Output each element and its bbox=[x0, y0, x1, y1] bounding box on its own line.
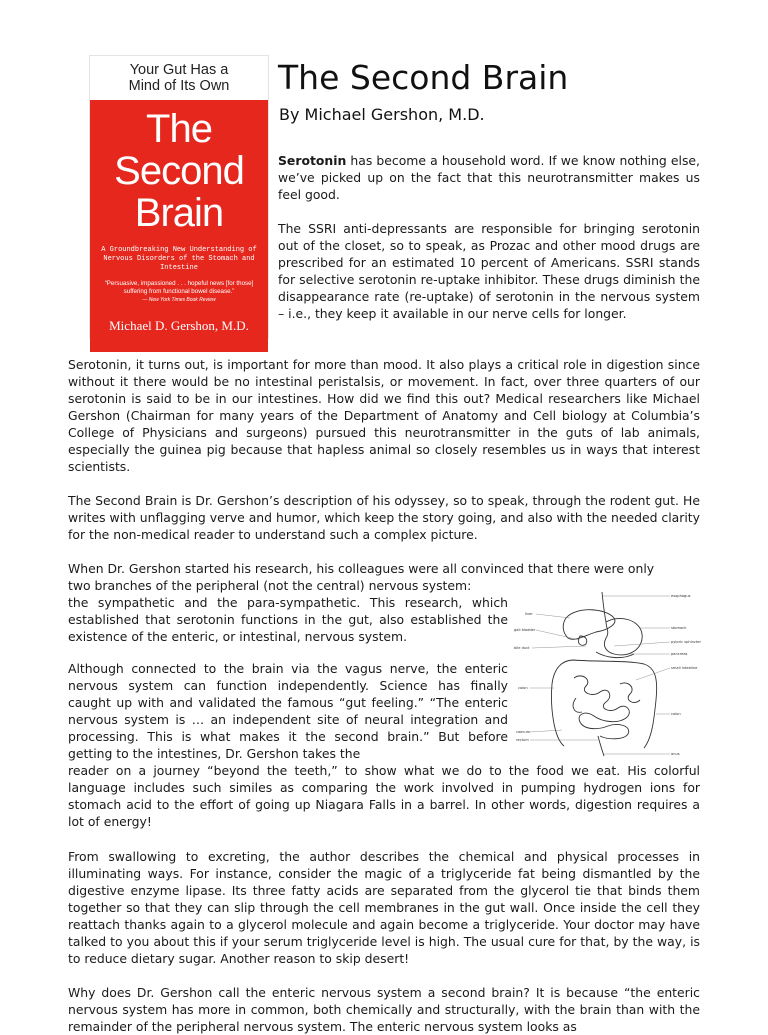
serotonin-lead-word: Serotonin bbox=[278, 153, 347, 168]
paragraph-serotonin-digestion: Serotonin, it turns out, is important for more than mood. It also plays a critical role in digestion since without it there would be no intestinal peristalsis, or movement. In fact, over three quarters of our serotonin is said to be in our intestines. How did we find this out? Medical researchers like Michael Gershon (Chairman for many years of the Department of Anatomy and Cell biology at Columbia’s College of Physicians and surgeons) pursued this neurotransmitter in the guts of lab animals, especially the guinea pig because that hapless animal so closely resembles us in ways that interest scientists. bbox=[68, 357, 700, 474]
leader-gall-bladder bbox=[536, 630, 580, 640]
label-small-intestine: small intestine bbox=[671, 666, 698, 670]
paragraph-enteric-wrapped: Although connected to the brain via the vagus nerve, the enteric nervous system can function independently. Science has finally caught up with and validated the famous “gut feeling.” “The enteric nervous system is … an independent site of neural integration and processing. This is what makes it the second brain.” But before getting to the intestines, Dr. Gershon takes the bbox=[68, 661, 508, 761]
leader-liver bbox=[536, 614, 570, 618]
label-pyloric-sphincter: pyloric sphincter bbox=[671, 640, 701, 644]
paragraph-enteric-full: reader on a journey “beyond the teeth,” to show what we do to the food we eat. His colorful language includes such similes as comparing the work involved in pumping hydrogen ions for stomach acid to the effort of going up Niagara Falls in a barrel. In other words, digestion requires a lot of energy! bbox=[68, 763, 700, 829]
cover-title-line-2: Second bbox=[114, 149, 244, 193]
label-liver: liver bbox=[525, 612, 533, 616]
label-stomach: stomach bbox=[671, 626, 687, 630]
cover-tagline-line-1: Your Gut Has a bbox=[129, 62, 229, 78]
cover-red-panel bbox=[90, 100, 268, 352]
cover-quote-source: — New York Times Book Review bbox=[142, 297, 216, 303]
cover-subtitle: A Groundbreaking New Understanding of Nervous Disorders of the Stomach and Intestine bbox=[101, 246, 257, 272]
label-colon-right: colon bbox=[671, 712, 681, 716]
paragraph-why-second-brain: Why does Dr. Gershon call the enteric nervous system a second brain? It is because “the enteric nervous system has more in common, both chemically and structurally, with the brain than with the remainder of the peripheral nervous system. The enteric nervous system looks as bbox=[68, 985, 700, 1034]
label-anus: anus bbox=[671, 752, 680, 756]
paragraph-research-line-2: two branches of the peripheral (not the central) nervous system: bbox=[68, 578, 472, 593]
label-pancreas: pancreas bbox=[671, 652, 688, 656]
paragraph-digestion-process: From swallowing to excreting, the author describes the chemical and physical processes in illuminating ways. For instance, consider the magic of a triglyceride fat being dismantled by the digestive enzyme lipase. Its three fatty acids are separated from the glycerol tie that binds them together so that they can slip through the cell membranes in the gut wall. Once inside the cell they reattach thanks again to a glycerol molecule and again become a triglyceride. Your doctor may have talked to you about this if your serum triglyceride level is high. The usual cure for that, by the way, is to reduce dietary sugar. Another reason to skip desert! bbox=[68, 849, 700, 966]
leader-small-intestine bbox=[636, 668, 670, 680]
page-title: The Second Brain bbox=[278, 58, 569, 97]
book-cover-image bbox=[90, 56, 268, 338]
paragraph-research-line-1: When Dr. Gershon started his research, his colleagues were all convinced that there were only bbox=[68, 561, 655, 576]
paragraph-ssri: The SSRI anti-depressants are responsible for bringing serotonin out of the closet, so to speak, as Prozac and other mood drugs are prescribed for an estimated 10 percent of Americans. SSRI stands for selective serotonin re-uptake inhibitor. These drugs diminish the disappearance rate (re-uptake) of serotonin in the nervous system – i.e., they keep it available in our nerve cells for longer. bbox=[278, 221, 700, 321]
cover-quote-text: “Persuasive, impassioned . . . hopeful news [for those] suffering from functional bowel disease.” bbox=[104, 280, 254, 295]
diagram-labels bbox=[514, 594, 702, 756]
cover-quote bbox=[98, 280, 260, 304]
digestive-system-diagram bbox=[510, 588, 710, 760]
paragraph-second-brain-description: The Second Brain is Dr. Gershon’s description of his odyssey, so to speak, through the rodent gut. He writes with unflagging verve and humor, which keep the story going, and also with the needed clarity for the non-medical reader to understand such a complex picture. bbox=[68, 493, 700, 542]
byline: By Michael Gershon, M.D. bbox=[279, 105, 485, 124]
cover-title-line-1: The bbox=[146, 107, 212, 151]
cover-author: Michael D. Gershon, M.D. bbox=[109, 318, 249, 333]
leader-caecum bbox=[530, 730, 562, 732]
pancreas-shape bbox=[596, 652, 634, 658]
label-caecum: caecum bbox=[516, 730, 531, 734]
rectum-shape bbox=[598, 736, 604, 756]
label-colon-left: colon bbox=[518, 686, 528, 690]
leader-bile-duct bbox=[532, 646, 586, 648]
stomach-shape bbox=[604, 618, 642, 654]
label-esophagus: esophagus bbox=[671, 594, 691, 598]
leader-pyloric bbox=[614, 642, 670, 646]
paragraph-research-rest: the sympathetic and the para-sympathetic. This research, which established that serotonin functions in the gut, also established the existence of the enteric, or intestinal, nervous system. bbox=[68, 595, 508, 644]
small-intestine-shape bbox=[573, 676, 640, 739]
label-rectum: rectum bbox=[516, 738, 529, 742]
cover-title-line-3: Brain bbox=[134, 191, 224, 235]
label-bile-duct: bile duct bbox=[514, 646, 530, 650]
diagram-leader-lines bbox=[530, 596, 670, 754]
label-gall-bladder: gall bladder bbox=[514, 628, 536, 632]
paragraph-serotonin-intro bbox=[278, 152, 700, 203]
cover-tagline-line-2: Mind of Its Own bbox=[128, 78, 230, 94]
paragraph-1-rest: has become a household word. If we know nothing else, we’ve picked up on the fact that this neurotransmitter makes us feel good. bbox=[278, 153, 700, 202]
cover-title bbox=[90, 108, 268, 234]
esophagus-shape bbox=[602, 592, 606, 622]
cover-tagline bbox=[90, 62, 268, 94]
digestive-organs bbox=[552, 592, 657, 756]
